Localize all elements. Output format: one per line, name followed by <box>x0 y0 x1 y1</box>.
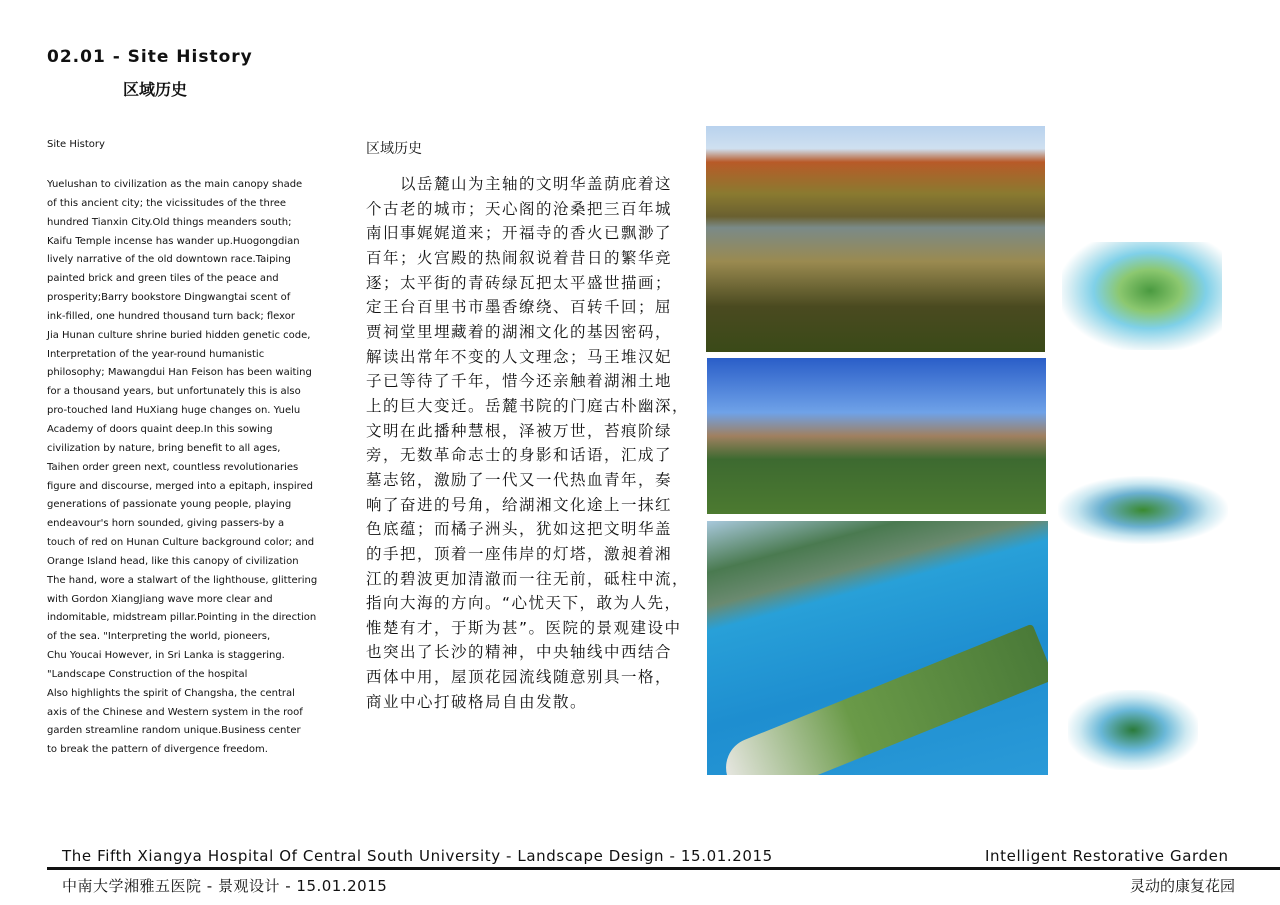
text-line: of this ancient city; the vicissitudes of the three <box>47 197 287 209</box>
text-line: 个古老的城市；天心阁的沧桑把三百年城 <box>366 199 673 218</box>
english-body <box>47 176 317 760</box>
text-line: The hand, wore a stalwart of the lighthouse, glittering <box>47 574 318 586</box>
text-line: 贾祠堂里埋藏着的湖湘文化的基因密码， <box>366 322 673 341</box>
text-line: with Gordon XiangJiang wave more clear and <box>47 593 273 605</box>
text-line: figure and discourse, merged into a epitaph, inspired <box>47 480 314 492</box>
sketch-garden-3 <box>1068 690 1198 770</box>
text-line: 西体中用，屋顶花园流线随意别具一格， <box>366 668 673 687</box>
text-line: 百年；火宫殿的热闹叙说着昔日的繁华竞 <box>366 248 673 267</box>
footer-project-cn: 中南大学湘雅五医院 - 景观设计 - 15.01.2015 <box>62 877 388 895</box>
photo-orange-island <box>707 521 1048 775</box>
text-line: 以岳麓山为主轴的文明华盖荫庇着这 <box>366 175 673 193</box>
text-line: Also highlights the spirit of Changsha, the central <box>47 687 295 699</box>
text-line: of the sea. "Interpreting the world, pioneers, <box>47 631 271 643</box>
text-line: to break the pattern of divergence freedom. <box>47 744 268 756</box>
text-line: 指向大海的方向。“心忧天下，敢为人先， <box>366 594 682 613</box>
text-line: 上的巨大变迁。岳麓书院的门庭古朴幽深， <box>366 396 690 415</box>
text-line: 南旧事娓娓道来；开福寺的香火已飘渺了 <box>366 224 673 243</box>
text-line: "Landscape Construction of the hospital <box>47 668 248 680</box>
text-line: touch of red on Hunan Culture background color; and <box>47 537 315 549</box>
photo-tianxin-pavilion <box>707 358 1046 514</box>
text-line: painted brick and green tiles of the peace and <box>47 273 279 285</box>
text-line: 响了奋进的号角，给湖湘文化途上一抹红 <box>366 495 673 514</box>
chinese-heading: 区域历史 <box>366 141 422 157</box>
text-line: pro-touched land HuXiang huge changes on. Yuelu <box>47 405 301 417</box>
section-subtitle-cn: 区域历史 <box>123 80 188 99</box>
text-line: indomitable, midstream pillar.Pointing in the direction <box>47 612 317 624</box>
text-line: 子已等待了千年，惜今还亲触着湖湘土地 <box>366 372 673 391</box>
text-line: axis of the Chinese and Western system in the roof <box>47 706 303 718</box>
text-line: 也突出了长沙的精神，中央轴线中西结合 <box>366 643 673 662</box>
text-line: Taihen order green next, countless revolutionaries <box>47 461 299 473</box>
photo-lake-pavilion <box>706 126 1045 352</box>
chinese-body <box>366 172 689 714</box>
text-line: 旁，无数革命志士的身影和话语，汇成了 <box>366 446 673 465</box>
text-line: 商业中心打破格局自由发散。 <box>366 692 588 711</box>
text-line: Yuelushan to civilization as the main canopy shade <box>47 179 303 190</box>
text-line: Kaifu Temple incense has wander up.Huogongdian <box>47 235 300 247</box>
island-shape <box>717 624 1048 775</box>
footer-divider <box>47 867 1280 870</box>
text-line: 的手把，顶着一座伟岸的灯塔，激昶着湘 <box>366 544 673 563</box>
footer-theme-en: Intelligent Restorative Garden <box>985 847 1229 865</box>
english-heading: Site History <box>47 139 105 150</box>
sketch-garden-2 <box>1058 476 1228 544</box>
text-line: Orange Island head, like this canopy of civilization <box>47 555 299 567</box>
text-line: 惟楚有才，于斯为甚”。医院的景观建设中 <box>366 618 682 637</box>
text-line: Chu Youcai However, in Sri Lanka is staggering. <box>47 650 285 662</box>
text-line: 定王台百里书市墨香缭绕、百转千回；屈 <box>366 298 673 317</box>
text-line: endeavour's horn sounded, giving passers-by a <box>47 518 285 530</box>
footer-theme-cn: 灵动的康复花园 <box>1130 877 1236 895</box>
text-line: 江的碧波更加清澈而一往无前，砥柱中流， <box>366 569 690 588</box>
text-line: ink-filled, one hundred thousand turn back; flexor <box>47 310 296 322</box>
text-line: 色底蕴；而橘子洲头，犹如这把文明华盖 <box>366 520 673 539</box>
text-line: hundred Tianxin City.Old things meanders south; <box>47 216 292 228</box>
text-line: 解读出常年不变的人文理念；马王堆汉妃 <box>366 347 673 366</box>
footer-project-en: The Fifth Xiangya Hospital Of Central South University - Landscape Design - 15.01.2015 <box>62 847 773 865</box>
text-line: Jia Hunan culture shrine buried hidden genetic code, <box>47 329 311 341</box>
sketch-garden-1 <box>1062 242 1222 350</box>
text-line: 逐；太平街的青砖绿瓦把太平盛世描画； <box>366 273 673 292</box>
text-line: 文明在此播种慧根，泽被万世，苔痕阶绿 <box>366 421 673 440</box>
text-line: prosperity;Barry bookstore Dingwangtai scent of <box>47 292 291 304</box>
text-line: lively narrative of the old downtown race.Taiping <box>47 254 291 266</box>
text-line: Interpretation of the year-round humanistic <box>47 348 265 360</box>
text-line: philosophy; Mawangdui Han Feison has been waiting <box>47 367 312 379</box>
section-title: 02.01 - Site History <box>47 47 253 67</box>
text-line: for a thousand years, but unfortunately this is also <box>47 386 301 398</box>
text-line: Academy of doors quaint deep.In this sowing <box>47 423 273 435</box>
text-line: civilization by nature, bring benefit to all ages, <box>47 442 281 454</box>
text-line: garden streamline random unique.Business center <box>47 725 301 737</box>
text-line: generations of passionate young people, playing <box>47 499 292 511</box>
text-line: 墓志铭，激励了一代又一代热血青年，奏 <box>366 470 673 489</box>
